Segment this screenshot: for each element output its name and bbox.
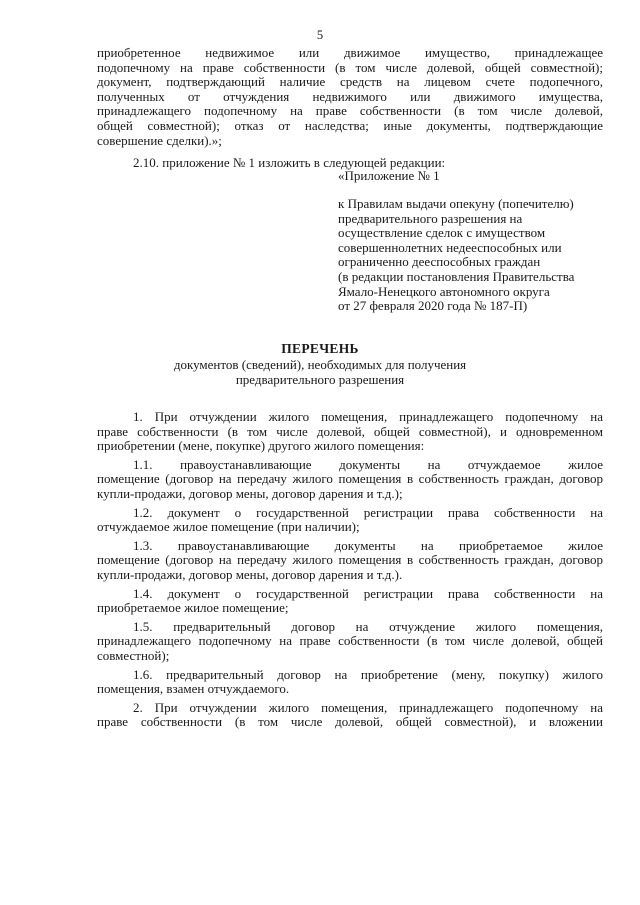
- subtitle-line: документов (сведений), необходимых для получения: [173, 357, 467, 372]
- intro-line: приобретенное недвижимое или движимое имущество, принадлежащее: [97, 45, 603, 60]
- item-text: помещение (договор на передачу жилого помещения в собственность граждан, договор купли-продажи, договор мены, договор дарения и т.д.);: [97, 471, 603, 501]
- list-item-2: [97, 701, 603, 730]
- intro-line: подопечному на праве собственности (в том числе долевой, общей совместной);: [97, 59, 603, 75]
- item-text: принадлежащего подопечному на праве собственности (в том числе долевой, общей совместной);: [97, 633, 603, 663]
- reference-line: ограниченно дееспособных граждан: [338, 254, 541, 270]
- list-item-1-3: [97, 539, 603, 583]
- list-item-1-2: [97, 506, 603, 535]
- list-subtitle: [0, 357, 640, 387]
- intro-paragraph: [97, 46, 603, 148]
- page-number: 5: [316, 28, 324, 42]
- reference-line: предварительного разрешения на: [338, 210, 523, 226]
- reference-line: от 27 февраля 2020 года № 187-П): [338, 298, 528, 314]
- intro-line: документ, подтверждающий наличие средств на лицевом счете подопечного,: [97, 74, 603, 90]
- item-text: праве собственности (в том числе долевой, общей совместной), и вложении: [97, 714, 603, 730]
- item-2-10: 2.10. приложение № 1 изложить в следующей редакции:: [133, 155, 446, 170]
- item-first-line: 1.3. правоустанавливающие документы на приобретаемое жилое: [133, 537, 603, 553]
- reference-line: Ямало-Ненецкого автономного округа: [338, 283, 550, 299]
- list-item-1-4: [97, 587, 603, 616]
- intro-line: совершение сделки).»;: [97, 132, 222, 148]
- list-item-1: [97, 410, 603, 454]
- item-first-line: 1.2. документ о государственной регистрации права собственности на: [133, 504, 603, 520]
- item-first-line: 1.1. правоустанавливающие документы на отчуждаемое жилое: [133, 456, 603, 472]
- intro-line: полученных от отчуждения недвижимого или движимого имущества,: [97, 88, 603, 104]
- list-item-1-6: [97, 668, 603, 697]
- intro-line: принадлежащего подопечному на праве собственности (в том числе долевой,: [97, 103, 603, 119]
- item-text: праве собственности (в том числе долевой, общей совместной), и одновременном приобретении (мене, покупке) другого жилого помещения:: [97, 423, 603, 454]
- list-title: ПЕРЕЧЕНЬ: [281, 341, 359, 356]
- appendix-label: «Приложение № 1: [338, 168, 440, 183]
- reference-line: совершеннолетних недееспособных или: [338, 239, 562, 255]
- reference-line: (в редакции постановления Правительства: [338, 268, 575, 284]
- subtitle-line: предварительного разрешения: [235, 372, 405, 387]
- appendix-reference: [338, 197, 608, 314]
- item-first-line: 1.5. предварительный договор на отчуждение жилого помещения,: [133, 618, 603, 634]
- item-text: помещение (договор на передачу жилого помещения в собственность граждан, договор купли-продажи, договор мены, договор дарения и т.д.).: [97, 552, 603, 582]
- reference-line: осуществление сделок с имуществом: [338, 225, 546, 241]
- item-first-line: 1. При отчуждении жилого помещения, принадлежащего подопечному на: [133, 409, 603, 424]
- item-first-line: 2. При отчуждении жилого помещения, принадлежащего подопечному на: [133, 699, 603, 715]
- item-first-line: 1.6. предварительный договор на приобретение (мену, покупку) жилого: [133, 666, 603, 682]
- item-text: приобретаемое жилое помещение;: [97, 600, 289, 616]
- reference-line: к Правилам выдачи опекуну (попечителю): [338, 196, 574, 211]
- list-item-1-1: [97, 458, 603, 502]
- item-first-line: 1.4. документ о государственной регистрации права собственности на: [133, 585, 603, 601]
- intro-line: общей совместной); отказ от наследства; иные документы, подтверждающие: [97, 117, 603, 133]
- item-text: отчуждаемое жилое помещение (при наличии);: [97, 519, 360, 535]
- list-item-1-5: [97, 620, 603, 664]
- document-list: [97, 410, 603, 734]
- item-text: помещения, взамен отчуждаемого.: [97, 681, 290, 697]
